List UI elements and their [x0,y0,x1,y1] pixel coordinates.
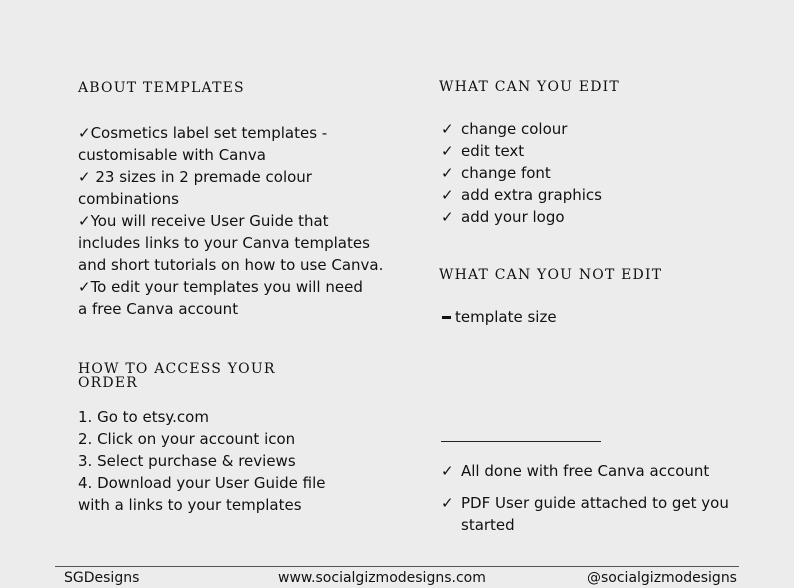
checkmark-icon: ✓ [441,462,454,480]
section-divider [441,441,601,442]
notes-list [441,460,729,536]
about-line: ✓You will receive User Guide that [78,212,329,230]
cannot-edit-list [440,306,557,328]
cannot-edit-heading: WHAT CAN YOU NOT EDIT [439,267,663,283]
about-line: includes links to your Canva templates [78,234,370,252]
footer-website[interactable]: www.socialgizmodesigns.com [278,570,486,586]
list-item: ✓ edit text [441,142,525,160]
about-line: a free Canva account [78,300,239,318]
checkmark-icon: ✓ [441,186,454,204]
about-line: combinations [78,190,179,208]
list-item: ✓ All done with free Canva account [441,462,710,480]
access-step: 3. Select purchase & reviews [78,452,296,470]
list-item: ✓ change colour [441,120,568,138]
checkmark-icon: ✓ [441,142,454,160]
footer-brand: SGDesigns [64,570,140,586]
about-line: ✓ 23 sizes in 2 premade colour [78,168,312,186]
access-step: 1. Go to etsy.com [78,408,209,426]
access-heading-line2: ORDER [78,375,139,391]
footer-handle[interactable]: @socialgizmodesigns [587,570,737,586]
about-line: and short tutorials on how to use Canva. [78,256,384,274]
list-item: ✓ add your logo [441,208,565,226]
checkmark-icon: ✓ [441,494,454,512]
can-edit-list [441,118,602,228]
about-line: ✓Cosmetics label set templates - [78,124,328,142]
list-item: ✓ add extra graphics [441,186,602,204]
footer-divider [55,566,739,567]
about-line: customisable with Canva [78,146,266,164]
checkmark-icon: ✓ [441,164,454,182]
about-line: ✓To edit your templates you will need [78,278,363,296]
dash-icon [442,316,451,319]
list-item: started [461,516,515,534]
access-step: 4. Download your User Guide file [78,474,326,492]
list-item: ✓ PDF User guide attached to get you [441,494,729,512]
about-templates-heading: ABOUT TEMPLATES [78,80,245,96]
can-edit-heading: WHAT CAN YOU EDIT [439,79,620,95]
about-templates-text [78,122,383,320]
access-step: 2. Click on your account icon [78,430,296,448]
access-heading-line1: HOW TO ACCESS YOUR [78,361,276,377]
list-item: ✓ change font [441,164,551,182]
checkmark-icon: ✓ [441,120,454,138]
access-order-heading [78,362,276,390]
list-item: template size [440,306,557,328]
access-step: with a links to your templates [78,496,302,514]
access-steps [78,406,326,516]
checkmark-icon: ✓ [441,208,454,226]
